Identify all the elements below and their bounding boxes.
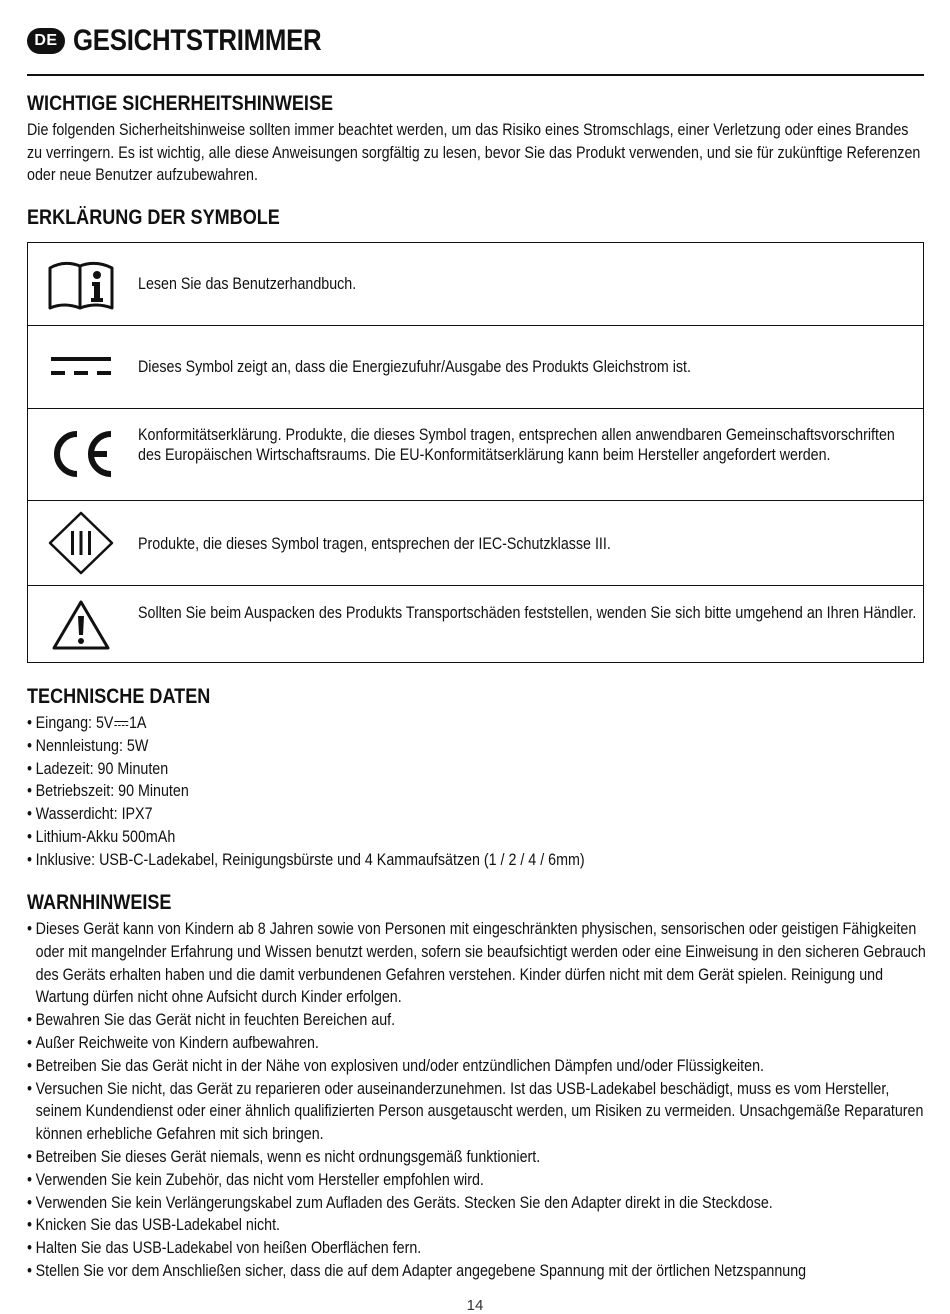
symbol-description: Lesen Sie das Benutzerhandbuch. xyxy=(138,275,357,293)
list-item: • Bewahren Sie das Gerät nicht in feuchten Bereichen auf. xyxy=(27,1009,935,1032)
warning-triangle-icon xyxy=(44,598,118,652)
symbol-description: Konformitätserklärung. Produkte, die dieses Symbol tragen, entsprechen allen anwendbaren Gemeinschaftsvorschriften des Europäischen Wirtschaftsraums. Die EU-Konformitätserklärung kann beim Hersteller angefordert werden. xyxy=(138,426,895,464)
list-item: • Verwenden Sie kein Verlängerungskabel zum Aufladen des Geräts. Stecken Sie den Adapter direkt in die Steckdose. xyxy=(27,1192,935,1215)
symbol-row xyxy=(28,408,923,500)
tech-input-label: Eingang: 5V xyxy=(35,714,114,732)
symbol-description: Produkte, die dieses Symbol tragen, entsprechen der IEC-Schutzklasse III. xyxy=(138,535,611,553)
list-item: • Betreiben Sie das Gerät nicht in der Nähe von explosiven und/oder entzündlichen Dämpfen und/oder Flüssigkeiten. xyxy=(27,1055,935,1078)
list-item: • Stellen Sie vor dem Anschließen sicher, dass die auf dem Adapter angegebene Spannung mit der örtlichen Netzspannung xyxy=(27,1260,935,1283)
safety-heading: WICHTIGE SICHERHEITSHINWEISE xyxy=(27,92,334,115)
symbols-heading: ERKLÄRUNG DER SYMBOLE xyxy=(27,206,280,229)
list-item: • Betreiben Sie dieses Gerät niemals, wenn es nicht ordnungsgemäß funktioniert. xyxy=(27,1146,935,1169)
symbol-row xyxy=(28,243,923,325)
tech-list xyxy=(27,712,950,872)
page-title: GESICHTSTRIMMER xyxy=(73,24,322,57)
list-item: • Versuchen Sie nicht, das Gerät zu reparieren oder auseinanderzunehmen. Ist das USB-Ladekabel beschädigt, muss es vom Hersteller, seinem Kundendienst oder einer ähnlich qualifizierten Person ausgetauscht werden, um Risiken zu vermeiden. Unsachgemäße Reparaturen können erhebliche Gefahren mit sich bringen. xyxy=(27,1078,935,1146)
list-item: • Nennleistung: 5W xyxy=(27,735,935,758)
symbol-description: Sollten Sie beim Auspacken des Produkts Transportschäden feststellen, wenden Sie sich bitte umgehend an Ihren Händler. xyxy=(138,604,917,622)
list-item: • Inklusive: USB-C-Ladekabel, Reinigungsbürste und 4 Kammaufsätzen (1 / 2 / 4 / 6mm) xyxy=(27,849,935,872)
list-item: • Knicken Sie das USB-Ladekabel nicht. xyxy=(27,1214,935,1237)
list-item: • Außer Reichweite von Kindern aufbewahren. xyxy=(27,1032,935,1055)
direct-current-icon xyxy=(114,719,128,729)
ce-mark-icon xyxy=(44,427,118,481)
list-item: • Lithium-Akku 500mAh xyxy=(27,826,935,849)
list-item: • Ladezeit: 90 Minuten xyxy=(27,758,935,781)
page-header xyxy=(27,22,924,76)
list-item: • Verwenden Sie kein Zubehör, das nicht vom Hersteller empfohlen wird. xyxy=(27,1169,935,1192)
symbol-row xyxy=(28,325,923,408)
symbols-table xyxy=(27,242,924,663)
list-item: • Dieses Gerät kann von Kindern ab 8 Jahren sowie von Personen mit eingeschränkten physischen, sensorischen oder geistigen Fähigkeiten oder mit mangelnder Erfahrung und Wissen benutzt werden, sofern sie beaufsichtigt werden oder eine Einweisung in den sicheren Gebrauch des Geräts erhalten haben und die damit verbundenen Gefahren verstehen. Kinder dürfen nicht mit dem Gerät spielen. Reinigung und Wartung dürfen nicht ohne Aufsicht durch Kinder erfolgen. xyxy=(27,918,935,1009)
list-item xyxy=(27,712,935,735)
warnings-heading: WARNHINWEISE xyxy=(27,891,172,914)
page-number: 14 xyxy=(466,1297,484,1314)
protection-class-iii-icon xyxy=(44,511,118,575)
symbol-row xyxy=(28,585,923,662)
list-item: • Wasserdicht: IPX7 xyxy=(27,803,935,826)
direct-current-icon xyxy=(44,348,118,384)
safety-paragraph: Die folgenden Sicherheitshinweise sollten immer beachtet werden, um das Risiko eines Stromschlags, einer Verletzung oder eines Brandes zu verringern. Es ist wichtig, alle diese Anweisungen sorgfältig zu lesen, bevor Sie das Produkt verwenden, und sie für zukünftige Referenzen oder neue Benutzer aufzubewahren. xyxy=(27,121,921,184)
warnings-list xyxy=(27,918,950,1283)
tech-heading: TECHNISCHE DATEN xyxy=(27,685,211,708)
language-badge: DE xyxy=(27,28,65,54)
manual-info-icon xyxy=(44,255,118,313)
list-item: • Betriebszeit: 90 Minuten xyxy=(27,780,935,803)
symbol-description: Dieses Symbol zeigt an, dass die Energiezufuhr/Ausgabe des Produkts Gleichstrom ist. xyxy=(138,358,691,376)
symbol-row xyxy=(28,500,923,585)
tech-input-value: 1A xyxy=(128,714,147,732)
list-item: • Halten Sie das USB-Ladekabel von heißen Oberflächen fern. xyxy=(27,1237,935,1260)
